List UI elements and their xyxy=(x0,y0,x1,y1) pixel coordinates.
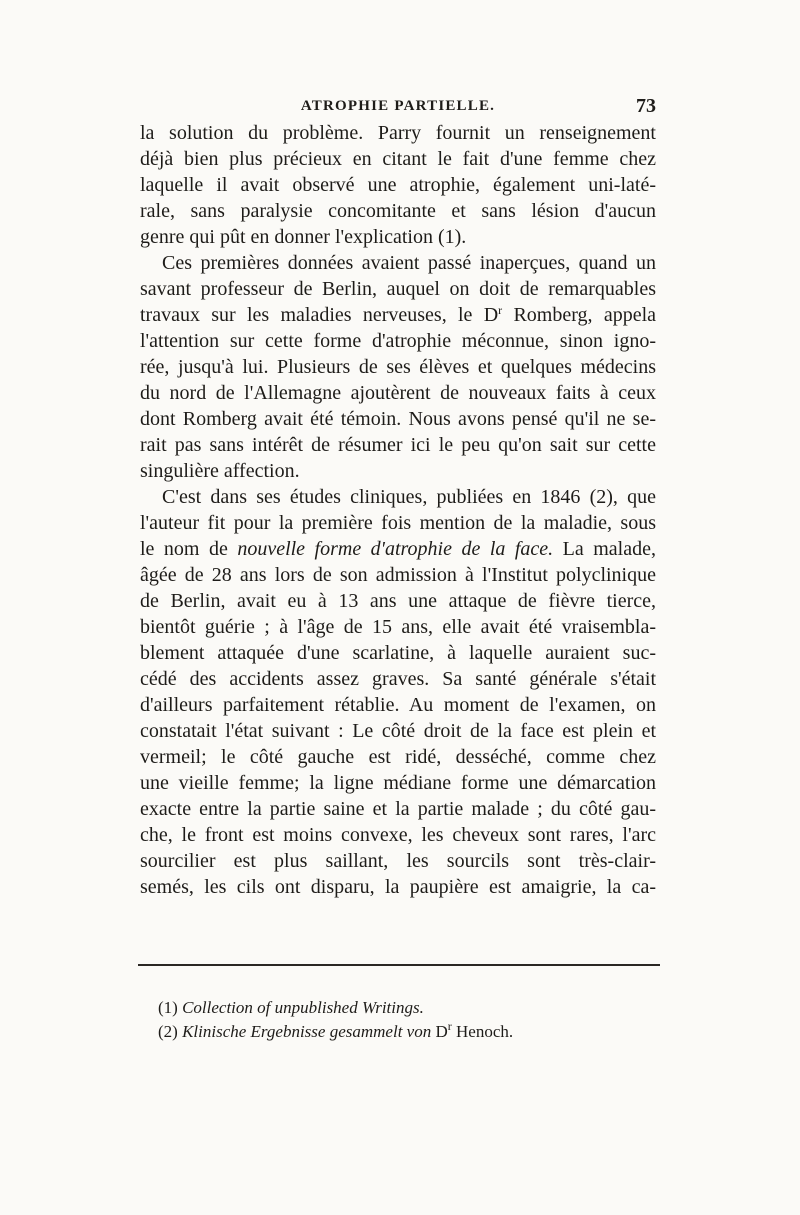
text-line: du nord de l'Allemagne ajoutèrent de nouveaux faits à ceux xyxy=(140,382,656,404)
footnotes xyxy=(158,996,638,1044)
text-line: genre qui pût en donner l'explication (1). xyxy=(140,226,467,248)
text-line: rait pas sans intérêt de résumer ici le peu qu'on sait sur cette xyxy=(140,434,656,456)
text-line: âgée de 28 ans lors de son admission à l'Institut polyclinique xyxy=(140,564,656,586)
text-line: constatait l'état suivant : Le côté droit de la face est plein et xyxy=(140,720,656,742)
footnote-1 xyxy=(158,996,638,1020)
text-line: la solution du problème. Parry fournit un renseignement xyxy=(140,122,656,144)
italic-title: nouvelle forme d'atrophie de la face. xyxy=(237,538,554,560)
running-head: ATROPHIE PARTIELLE. xyxy=(300,98,496,114)
text-line: l'auteur fit pour la première fois mention de la maladie, sous xyxy=(140,512,656,534)
text-line: laquelle il avait observé une atrophie, également uni-laté- xyxy=(140,174,656,196)
text-line: blement attaquée d'une scarlatine, à laquelle auraient suc- xyxy=(140,642,656,664)
text-fragment: Romberg, appela xyxy=(502,304,657,326)
footnote-dr: D xyxy=(435,1022,448,1041)
text-line: Ces premières données avaient passé inaperçues, quand un xyxy=(162,252,656,274)
paragraph-2 xyxy=(140,250,656,484)
text-line: de Berlin, avait eu à 13 ans une attaque de fièvre tierce, xyxy=(140,590,656,612)
text-line: rée, jusqu'à lui. Plusieurs de ses élèves et quelques médecins xyxy=(140,356,656,378)
text-fragment: travaux sur les maladies nerveuses, le D xyxy=(140,304,499,326)
footnote-text: Collection of unpublished Writings. xyxy=(182,998,424,1017)
paragraph-3 xyxy=(140,484,656,900)
text-line: vermeil; le côté gauche est ridé, desséché, comme chez xyxy=(140,746,656,768)
text-line: bientôt guérie ; à l'âge de 15 ans, elle avait été vraisembla- xyxy=(140,616,656,638)
text-line: savant professeur de Berlin, auquel on doit de remarquables xyxy=(140,278,656,300)
page-number: 73 xyxy=(636,95,656,117)
superscript: r xyxy=(447,1019,452,1033)
superscript: r xyxy=(498,303,503,317)
footnote-tail: Henoch. xyxy=(451,1022,514,1041)
text-line: sourcilier est plus saillant, les sourcils sont très-clair- xyxy=(140,850,656,872)
text-line: singulière affection. xyxy=(140,460,300,482)
paragraph-1 xyxy=(140,120,656,250)
text-line: semés, les cils ont disparu, la paupière est amaigrie, la ca- xyxy=(140,876,656,898)
body-text xyxy=(140,120,656,900)
text-line: cédé des accidents assez graves. Sa santé générale s'était xyxy=(140,668,656,690)
footnote-divider xyxy=(138,964,660,966)
footnote-number: (2) xyxy=(158,1022,178,1041)
text-line-romberg xyxy=(140,302,656,328)
text-line: déjà bien plus précieux en citant le fait d'une femme chez xyxy=(140,148,656,170)
text-line: rale, sans paralysie concomitante et sans lésion d'aucun xyxy=(140,200,656,222)
text-line: d'ailleurs parfaitement rétablie. Au moment de l'examen, on xyxy=(140,694,656,716)
text-line: dont Romberg avait été témoin. Nous avons pensé qu'il ne se- xyxy=(140,408,656,430)
footnote-text: Klinische Ergebnisse gesammelt von xyxy=(182,1022,432,1041)
text-line-italic-title xyxy=(140,536,656,562)
text-fragment: le nom de xyxy=(140,538,238,560)
text-line: l'attention sur cette forme d'atrophie méconnue, sinon igno- xyxy=(140,330,656,352)
footnote-number: (1) xyxy=(158,998,178,1017)
footnote-2 xyxy=(158,1020,638,1044)
text-fragment: La malade, xyxy=(553,538,656,560)
text-line: che, le front est moins convexe, les cheveux sont rares, l'arc xyxy=(140,824,656,846)
text-line: exacte entre la partie saine et la partie malade ; du côté gau- xyxy=(140,798,656,820)
text-line: C'est dans ses études cliniques, publiées en 1846 (2), que xyxy=(162,486,656,508)
text-line: une vieille femme; la ligne médiane forme une démarcation xyxy=(140,772,656,794)
